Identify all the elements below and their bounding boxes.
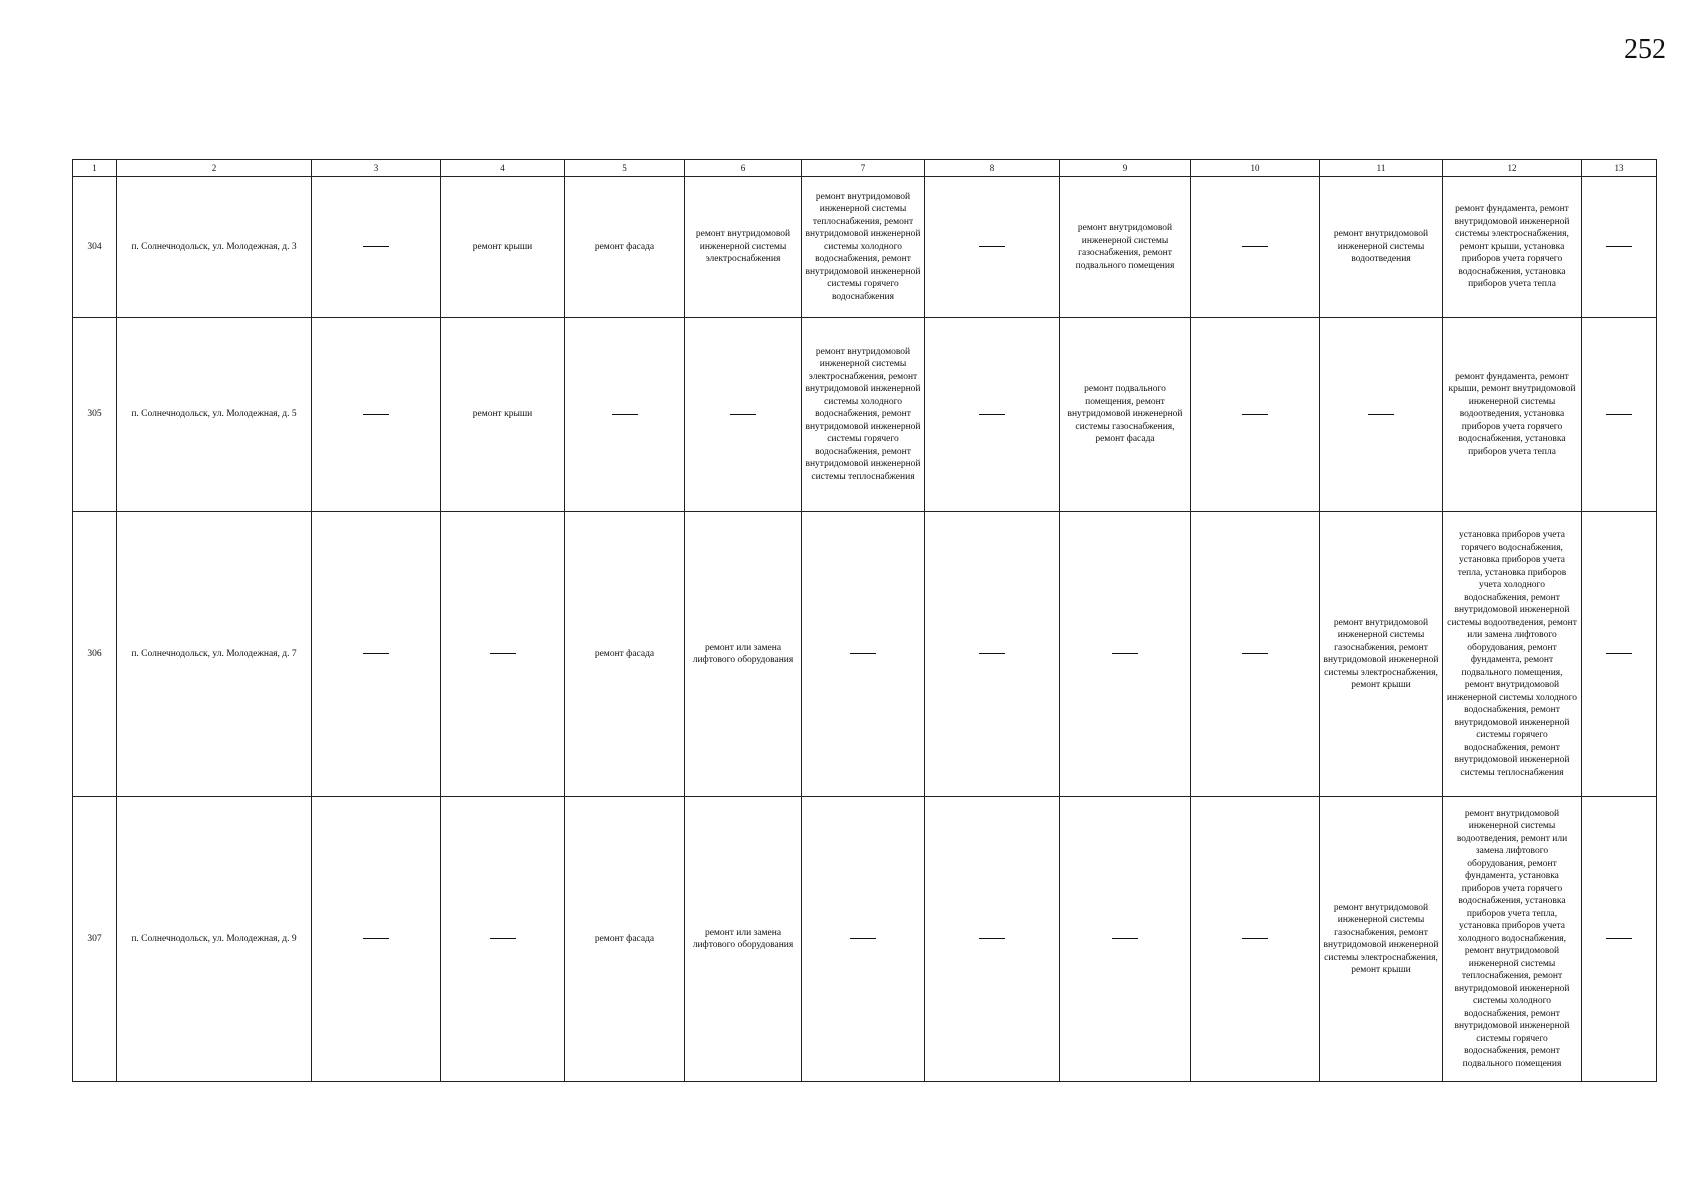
table-body [73,160,1657,1082]
empty-dash [850,653,876,654]
work-cell: ремонт крыши [441,318,565,512]
work-cell [925,318,1060,512]
work-cell: ремонт внутридомовой инженерной системы электроснабжения [685,177,802,318]
empty-dash [490,938,516,939]
empty-dash [363,414,389,415]
table-row [73,177,1657,318]
work-cell [312,797,441,1082]
page-number: 252 [1624,34,1666,65]
column-number-row [73,160,1657,177]
column-number: 6 [685,160,802,177]
column-number: 11 [1320,160,1443,177]
empty-dash [1112,938,1138,939]
work-cell [925,512,1060,797]
work-cell [1191,318,1320,512]
work-cell [802,797,925,1082]
row-number-cell: 304 [73,177,117,318]
table-row [73,318,1657,512]
address-cell: п. Солнечнодольск, ул. Молодежная, д. 9 [117,797,312,1082]
column-number: 7 [802,160,925,177]
work-cell [1060,797,1191,1082]
empty-dash [612,414,638,415]
address-cell: п. Солнечнодольск, ул. Молодежная, д. 5 [117,318,312,512]
empty-dash [1606,938,1632,939]
empty-dash [850,938,876,939]
work-cell [312,512,441,797]
address-cell: п. Солнечнодольск, ул. Молодежная, д. 7 [117,512,312,797]
work-cell: ремонт подвального помещения, ремонт внутридомовой инженерной системы газоснабжения, ремонт фасада [1060,318,1191,512]
column-number: 3 [312,160,441,177]
empty-dash [1606,246,1632,247]
work-cell [925,797,1060,1082]
work-cell [1582,177,1657,318]
column-number: 4 [441,160,565,177]
column-number: 9 [1060,160,1191,177]
work-cell [1582,797,1657,1082]
empty-dash [730,414,756,415]
empty-dash [979,246,1005,247]
work-cell [685,318,802,512]
work-cell: установка приборов учета горячего водоснабжения, установка приборов учета тепла, установка приборов учета холодного водоснабжения, ремонт внутридомовой инженерной системы водоотведения, ремонт или замена лифтового оборудования, ремонт фундамента, ремонт подвального помещения, ремонт внутридомовой инженерной системы холодного водоснабжения, ремонт внутридомовой инженерной системы горячего водоснабжения, ремонт внутридомовой инженерной системы теплоснабжения [1443,512,1582,797]
empty-dash [979,414,1005,415]
work-cell: ремонт внутридомовой инженерной системы газоснабжения, ремонт внутридомовой инженерной системы электроснабжения, ремонт крыши [1320,512,1443,797]
work-cell: ремонт внутридомовой инженерной системы электроснабжения, ремонт внутридомовой инженерной системы холодного водоснабжения, ремонт внутридомовой инженерной системы горячего водоснабжения, ремонт внутридомовой инженерной системы теплоснабжения [802,318,925,512]
work-cell: ремонт или замена лифтового оборудования [685,797,802,1082]
work-cell [1320,318,1443,512]
empty-dash [363,938,389,939]
column-number: 13 [1582,160,1657,177]
work-cell: ремонт внутридомовой инженерной системы водоотведения, ремонт или замена лифтового оборудования, ремонт фундамента, установка приборов учета горячего водоснабжения, установка приборов учета тепла, установка приборов учета холодного водоснабжения, ремонт внутридомовой инженерной системы теплоснабжения, ремонт внутридомовой инженерной системы холодного водоснабжения, ремонт внутридомовой инженерной системы горячего водоснабжения, ремонт подвального помещения [1443,797,1582,1082]
column-number: 8 [925,160,1060,177]
empty-dash [1606,653,1632,654]
empty-dash [490,653,516,654]
work-cell: ремонт фундамента, ремонт внутридомовой инженерной системы электроснабжения, ремонт крыши, установка приборов учета горячего водоснабжения, установка приборов учета тепла [1443,177,1582,318]
empty-dash [979,653,1005,654]
work-cell: ремонт фундамента, ремонт крыши, ремонт внутридомовой инженерной системы водоотведения, установка приборов учета горячего водоснабжения, установка приборов учета тепла [1443,318,1582,512]
column-number: 5 [565,160,685,177]
column-number: 12 [1443,160,1582,177]
column-number: 10 [1191,160,1320,177]
work-cell [925,177,1060,318]
empty-dash [363,246,389,247]
work-cell [1582,512,1657,797]
work-cell [565,318,685,512]
empty-dash [363,653,389,654]
work-cell: ремонт внутридомовой инженерной системы газоснабжения, ремонт внутридомовой инженерной системы электроснабжения, ремонт крыши [1320,797,1443,1082]
row-number-cell: 306 [73,512,117,797]
empty-dash [1242,246,1268,247]
column-number: 2 [117,160,312,177]
row-number-cell: 305 [73,318,117,512]
work-cell [441,512,565,797]
table-row [73,512,1657,797]
empty-dash [1368,414,1394,415]
work-cell: ремонт крыши [441,177,565,318]
empty-dash [1606,414,1632,415]
work-cell [312,177,441,318]
work-schedule-table [72,159,1657,1082]
work-cell: ремонт внутридомовой инженерной системы теплоснабжения, ремонт внутридомовой инженерной системы холодного водоснабжения, ремонт внутридомовой инженерной системы горячего водоснабжения [802,177,925,318]
work-cell [441,797,565,1082]
address-cell: п. Солнечнодольск, ул. Молодежная, д. 3 [117,177,312,318]
empty-dash [1242,653,1268,654]
work-cell [1060,512,1191,797]
table-row [73,797,1657,1082]
empty-dash [979,938,1005,939]
work-cell: ремонт фасада [565,797,685,1082]
work-cell: ремонт или замена лифтового оборудования [685,512,802,797]
work-cell: ремонт фасада [565,512,685,797]
row-number-cell: 307 [73,797,117,1082]
empty-dash [1242,414,1268,415]
work-cell [1191,797,1320,1082]
work-cell [1582,318,1657,512]
work-cell [1191,512,1320,797]
empty-dash [1242,938,1268,939]
work-cell [1191,177,1320,318]
work-cell: ремонт фасада [565,177,685,318]
work-cell: ремонт внутридомовой инженерной системы газоснабжения, ремонт подвального помещения [1060,177,1191,318]
empty-dash [1112,653,1138,654]
column-number: 1 [73,160,117,177]
work-cell: ремонт внутридомовой инженерной системы водоотведения [1320,177,1443,318]
work-cell [312,318,441,512]
work-cell [802,512,925,797]
